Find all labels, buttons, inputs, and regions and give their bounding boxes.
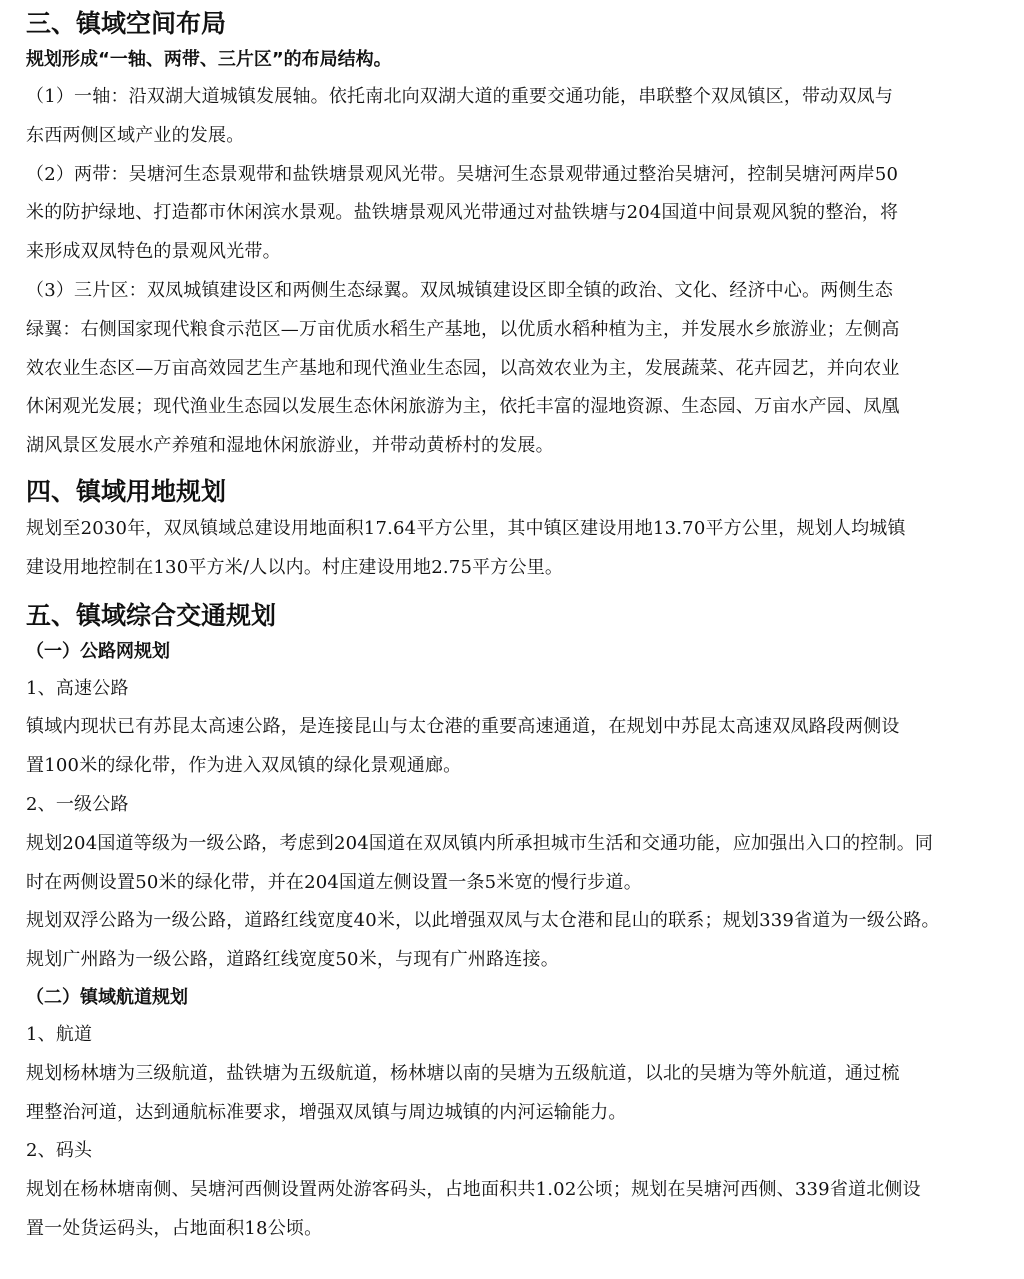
text-line: 建设用地控制在130平方米/人以内。村庄建设用地2.75平方公里。 bbox=[26, 556, 564, 578]
text-line: （2）两带：吴塘河生态景观带和盐铁塘景观风光带。吴塘河生态景观带通过整治吴塘河，控制吴塘河两岸50 bbox=[26, 163, 899, 185]
item-heading: 2、一级公路 bbox=[26, 793, 129, 815]
text-line: 规划双浮公路为一级公路，道路红线宽度40米，以此增强双凤与太仓港和昆山的联系；规划339省道为一级公路。 bbox=[26, 910, 940, 932]
text-line: 绿翼：右侧国家现代粮食示范区—万亩优质水稻生产基地，以优质水稻种植为主，并发展水乡旅游业；左侧高 bbox=[26, 318, 900, 340]
text-line: 理整治河道，达到通航标准要求，增强双凤镇与周边城镇的内河运输能力。 bbox=[26, 1101, 627, 1123]
section-3-heading: 三、镇域空间布局 bbox=[26, 9, 227, 38]
item-heading: 2、码头 bbox=[26, 1140, 93, 1162]
text-line: 规划在杨林塘南侧、吴塘河西侧设置两处游客码头，占地面积共1.02公顷；规划在吴塘河西侧、339省道北侧设 bbox=[26, 1179, 921, 1201]
text-line: 来形成双凤特色的景观风光带。 bbox=[26, 241, 281, 263]
text-line: 湖风景区发展水产养殖和湿地休闲旅游业，并带动黄桥村的发展。 bbox=[26, 435, 554, 457]
section-5-heading: 五、镇域综合交通规划 bbox=[26, 600, 277, 630]
text-line: 置100米的绿化带，作为进入双凤镇的绿化景观通廊。 bbox=[26, 755, 462, 777]
text-line: 置一处货运码头，占地面积18公顷。 bbox=[26, 1217, 323, 1239]
text-line: （3）三片区：双凤城镇建设区和两侧生态绿翼。双凤城镇建设区即全镇的政治、文化、经济中心。两侧生态 bbox=[26, 279, 894, 301]
section-3-intro: 规划形成“一轴、两带、三片区”的布局结构。 bbox=[26, 49, 392, 70]
text-line: 休闲观光发展；现代渔业生态园以发展生态休闲旅游为主，依托丰富的湿地资源、生态园、万亩水产园、凤凰 bbox=[26, 396, 900, 418]
text-line: 镇域内现状已有苏昆太高速公路，是连接昆山与太仓港的重要高速通道，在规划中苏昆太高速双凤路段两侧设 bbox=[26, 716, 900, 738]
text-line: 规划杨林塘为三级航道，盐铁塘为五级航道，杨林塘以南的吴塘为五级航道，以北的吴塘为等外航道，通过梳 bbox=[26, 1062, 900, 1084]
item-heading: 1、航道 bbox=[26, 1023, 93, 1045]
text-line: （1）一轴：沿双湖大道城镇发展轴。依托南北向双湖大道的重要交通功能，串联整个双凤镇区，带动双凤与 bbox=[26, 86, 894, 107]
item-heading: 1、高速公路 bbox=[26, 677, 129, 699]
subsection-heading: （一）公路网规划 bbox=[26, 640, 170, 662]
text-line: 规划204国道等级为一级公路，考虑到204国道在双凤镇内所承担城市生活和交通功能，应加强出入口的控制。同 bbox=[26, 832, 934, 854]
subsection-heading: （二）镇域航道规划 bbox=[26, 986, 188, 1008]
text-line: 时在两侧设置50米的绿化带，并在204国道左侧设置一条5米宽的慢行步道。 bbox=[26, 871, 642, 893]
text-line: 规划广州路为一级公路，道路红线宽度50米，与现有广州路连接。 bbox=[26, 949, 559, 971]
text-line: 米的防护绿地、打造都市休闲滨水景观。盐铁塘景观风光带通过对盐铁塘与204国道中间景观风貌的整治，将 bbox=[26, 202, 899, 224]
section-4-heading: 四、镇域用地规划 bbox=[26, 476, 227, 506]
text-line: 规划至2030年，双凤镇域总建设用地面积17.64平方公里，其中镇区建设用地13.70平方公里，规划人均城镇 bbox=[26, 517, 906, 539]
text-line: 东西两侧区域产业的发展。 bbox=[26, 124, 245, 146]
text-line: 效农业生态区—万亩高效园艺生产基地和现代渔业生态园，以高效农业为主，发展蔬菜、花卉园艺，并向农业 bbox=[26, 357, 900, 379]
